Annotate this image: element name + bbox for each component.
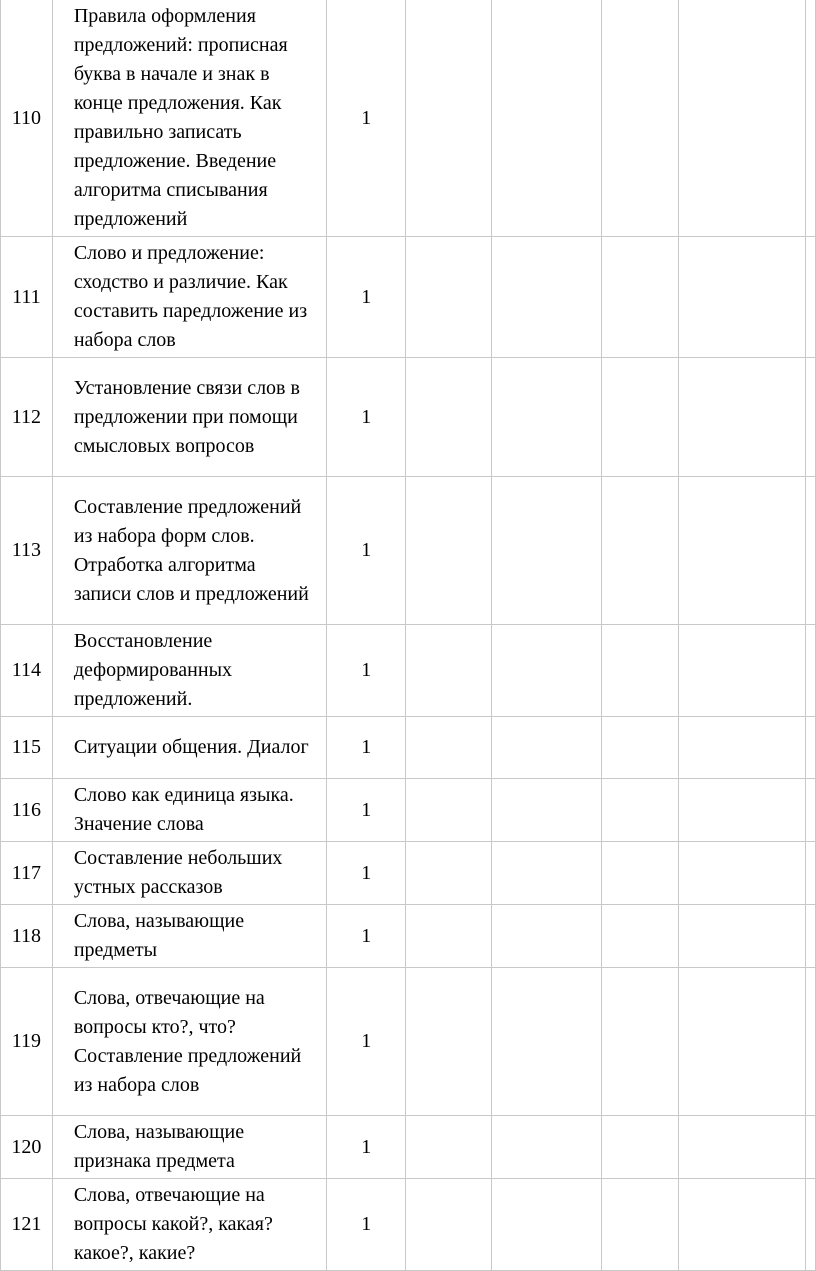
lesson-hours: 1 [327, 717, 406, 779]
lesson-number: 121 [1, 1179, 53, 1271]
empty-cell [491, 1179, 601, 1271]
table-row [1, 1116, 816, 1179]
empty-cell [601, 625, 678, 717]
table-row [1, 842, 816, 905]
lesson-hours: 1 [327, 842, 406, 905]
table-row [1, 0, 816, 237]
empty-cell [806, 237, 816, 358]
empty-cell [491, 477, 601, 625]
table-row [1, 237, 816, 358]
empty-cell [679, 358, 806, 477]
empty-cell [406, 625, 491, 717]
empty-cell [806, 779, 816, 842]
empty-cell [491, 717, 601, 779]
table-row [1, 1179, 816, 1271]
empty-cell [806, 1116, 816, 1179]
empty-cell [679, 0, 806, 237]
empty-cell [601, 717, 678, 779]
lesson-hours: 1 [327, 968, 406, 1116]
lesson-topic: Слова, отвечающие на вопросы какой?, какая? какое?, какие? [52, 1179, 326, 1271]
lesson-number: 116 [1, 779, 53, 842]
empty-cell [491, 905, 601, 968]
lesson-topic: Установление связи слов в предложении при помощи смысловых вопросов [52, 358, 326, 477]
empty-cell [679, 717, 806, 779]
empty-cell [406, 779, 491, 842]
empty-cell [491, 779, 601, 842]
table-row [1, 968, 816, 1116]
empty-cell [806, 477, 816, 625]
empty-cell [806, 358, 816, 477]
empty-cell [806, 625, 816, 717]
empty-cell [406, 358, 491, 477]
empty-cell [406, 905, 491, 968]
table-row [1, 717, 816, 779]
lesson-topic: Ситуации общения. Диалог [52, 717, 326, 779]
empty-cell [406, 0, 491, 237]
lesson-topic: Слово и предложение: сходство и различие. Как составить паредложение из набора слов [52, 237, 326, 358]
lesson-topic: Слова, называющие предметы [52, 905, 326, 968]
lesson-hours: 1 [327, 358, 406, 477]
empty-cell [601, 358, 678, 477]
table-row [1, 477, 816, 625]
lesson-number: 112 [1, 358, 53, 477]
empty-cell [601, 779, 678, 842]
empty-cell [601, 477, 678, 625]
empty-cell [806, 905, 816, 968]
lesson-number: 117 [1, 842, 53, 905]
lesson-hours: 1 [327, 779, 406, 842]
empty-cell [806, 0, 816, 237]
lesson-topic: Слова, называющие признака предмета [52, 1116, 326, 1179]
lesson-hours: 1 [327, 0, 406, 237]
empty-cell [679, 237, 806, 358]
lesson-number: 113 [1, 477, 53, 625]
empty-cell [491, 237, 601, 358]
empty-cell [679, 905, 806, 968]
empty-cell [679, 968, 806, 1116]
empty-cell [806, 968, 816, 1116]
empty-cell [406, 477, 491, 625]
empty-cell [679, 625, 806, 717]
empty-cell [601, 1116, 678, 1179]
table-row [1, 905, 816, 968]
lesson-hours: 1 [327, 905, 406, 968]
lesson-topic: Восстановление деформированных предложений. [52, 625, 326, 717]
table-row [1, 358, 816, 477]
lesson-topic: Правила оформления предложений: прописная буква в начале и знак в конце предложения. Как правильно записать предложение. Введение алгоритма списывания предложений [52, 0, 326, 237]
lesson-topic: Составление предложений из набора форм слов. Отработка алгоритма записи слов и предложений [52, 477, 326, 625]
empty-cell [406, 717, 491, 779]
empty-cell [601, 1179, 678, 1271]
lesson-hours: 1 [327, 1116, 406, 1179]
lesson-hours: 1 [327, 477, 406, 625]
empty-cell [406, 1116, 491, 1179]
lesson-number: 110 [1, 0, 53, 237]
lesson-hours: 1 [327, 625, 406, 717]
empty-cell [491, 0, 601, 237]
lesson-hours: 1 [327, 1179, 406, 1271]
lesson-number: 118 [1, 905, 53, 968]
empty-cell [806, 717, 816, 779]
empty-cell [491, 968, 601, 1116]
lesson-hours: 1 [327, 237, 406, 358]
empty-cell [491, 842, 601, 905]
empty-cell [806, 842, 816, 905]
empty-cell [601, 237, 678, 358]
empty-cell [491, 625, 601, 717]
empty-cell [679, 842, 806, 905]
empty-cell [601, 968, 678, 1116]
empty-cell [406, 968, 491, 1116]
lesson-number: 111 [1, 237, 53, 358]
lesson-number: 114 [1, 625, 53, 717]
empty-cell [679, 779, 806, 842]
lesson-topic: Слово как единица языка. Значение слова [52, 779, 326, 842]
empty-cell [601, 905, 678, 968]
empty-cell [679, 1116, 806, 1179]
lesson-topic: Составление небольших устных рассказов [52, 842, 326, 905]
lesson-number: 120 [1, 1116, 53, 1179]
lesson-number: 115 [1, 717, 53, 779]
empty-cell [491, 1116, 601, 1179]
empty-cell [679, 477, 806, 625]
empty-cell [406, 237, 491, 358]
empty-cell [806, 1179, 816, 1271]
table-row [1, 779, 816, 842]
empty-cell [406, 1179, 491, 1271]
empty-cell [491, 358, 601, 477]
table-row [1, 625, 816, 717]
empty-cell [601, 842, 678, 905]
lesson-number: 119 [1, 968, 53, 1116]
empty-cell [406, 842, 491, 905]
empty-cell [601, 0, 678, 237]
lesson-topic: Слова, отвечающие на вопросы кто?, что? Составление предложений из набора слов [52, 968, 326, 1116]
empty-cell [679, 1179, 806, 1271]
